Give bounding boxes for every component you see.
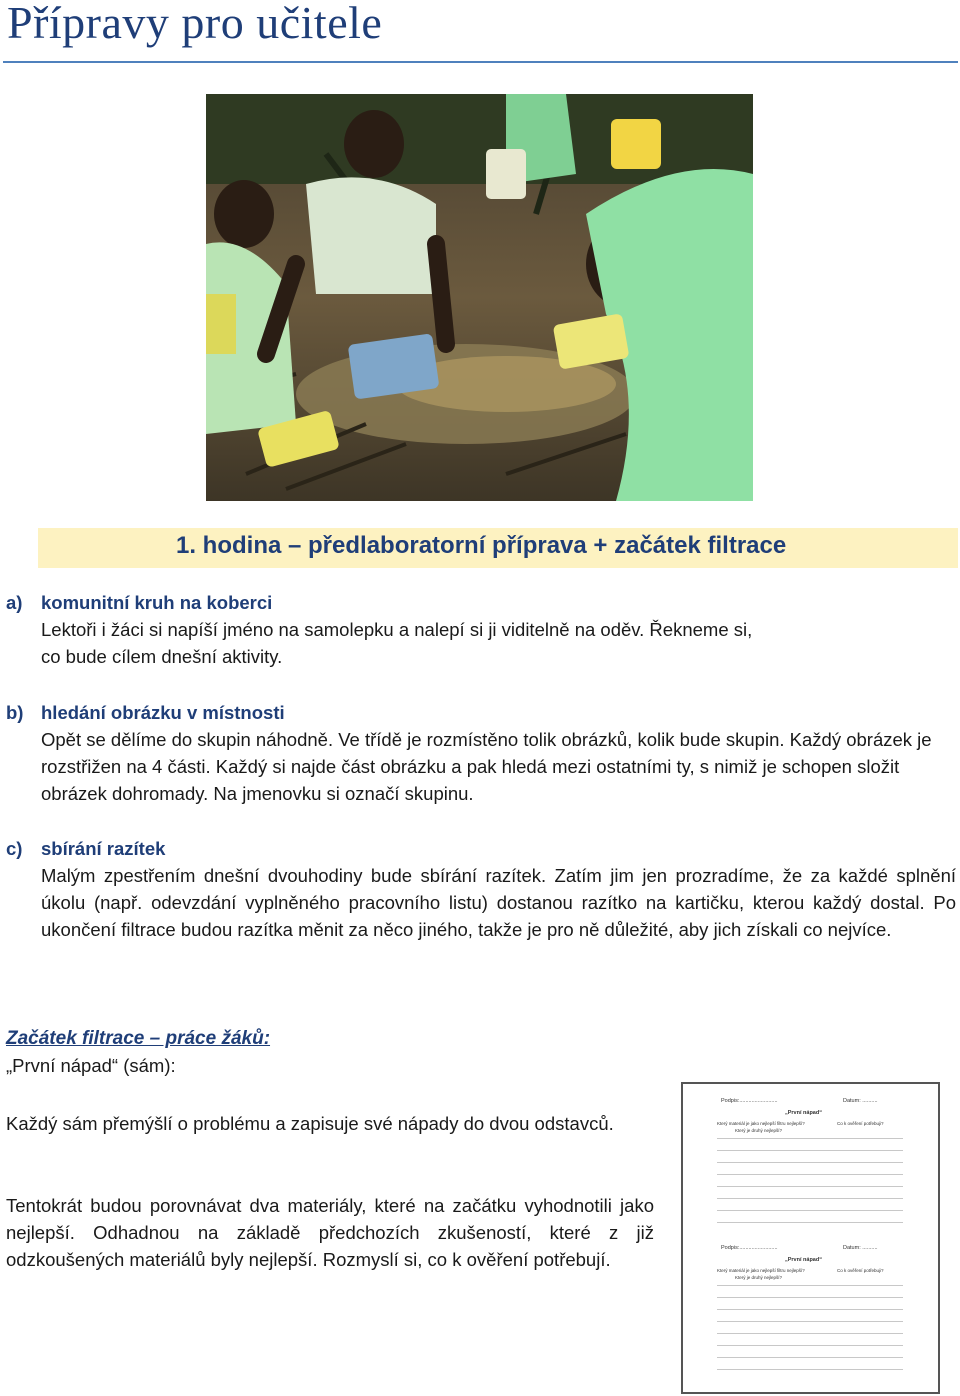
- section-b: [6, 699, 956, 811]
- lesson-heading: 1. hodina – předlaboratorní příprava + začátek filtrace: [176, 532, 787, 559]
- section-text: Lektoři i žáci si napíší jméno na samolepku a nalepí si ji viditelně na oděv. Řekneme si, co bude cílem dnešní aktivity.: [41, 619, 753, 667]
- paragraph-individual: Každý sám přemýšlí o problému a zapisuje své nápady do dvou odstavců.: [6, 1113, 614, 1134]
- section-a: [6, 589, 956, 673]
- ws-line: [717, 1357, 903, 1358]
- photo-illustration: [206, 94, 753, 501]
- page-title: Přípravy pro učitele: [7, 0, 383, 48]
- ws-line: [717, 1210, 903, 1211]
- ws-datum: Datum: ..........: [843, 1245, 878, 1251]
- ws-left-question-2: Který je druhý nejlepší?: [735, 1275, 783, 1280]
- filtrace-heading: Začátek filtrace – práce žáků:: [6, 1028, 271, 1049]
- section-c: [6, 835, 956, 975]
- section-heading: komunitní kruh na koberci: [41, 592, 273, 613]
- ws-podpis: Podpis:.........................: [721, 1245, 778, 1251]
- section-heading: sbírání razítek: [41, 838, 166, 859]
- ws-line: [717, 1369, 903, 1370]
- section-heading: hledání obrázku v místnosti: [41, 702, 285, 723]
- ws-right-question: Co k ověření potřebuji?: [837, 1268, 884, 1273]
- ws-title: „První nápad“: [785, 1257, 822, 1263]
- lesson-heading-band: [38, 528, 958, 568]
- section-mark: a): [6, 592, 23, 613]
- ws-line: [717, 1297, 903, 1298]
- photo-children-water-containers: [206, 94, 753, 501]
- ws-line: [717, 1138, 903, 1139]
- section-mark: b): [6, 702, 24, 723]
- ws-line: [717, 1285, 903, 1286]
- ws-line: [717, 1321, 903, 1322]
- paragraph-compare: Tentokrát budou porovnávat dva materiály, které na začátku vyhodnotili jako nejlepší. Odhadnou na základě předchozích zkušeností, které z již odzkoušených materiálů byly nejlepší. Rozmyslí si, co k ověření potřebují.: [6, 1195, 654, 1270]
- ws-line: [717, 1345, 903, 1346]
- worksheet-block: [683, 1239, 938, 1389]
- ws-left-question: Který materiál je jako nejlepší filtru nejlepší?: [717, 1268, 805, 1273]
- ws-podpis: Podpis:.........................: [721, 1098, 778, 1104]
- ws-title: „První nápad“: [785, 1110, 822, 1116]
- section-mark: c): [6, 838, 23, 859]
- ws-line: [717, 1186, 903, 1187]
- ws-line: [717, 1162, 903, 1163]
- ws-line: [717, 1174, 903, 1175]
- ws-line: [717, 1198, 903, 1199]
- ws-line: [717, 1150, 903, 1151]
- ws-datum: Datum: ..........: [843, 1098, 878, 1104]
- ws-line: [717, 1309, 903, 1310]
- worksheet-block: [683, 1092, 938, 1232]
- ws-left-question: Který materiál je jako nejlepší filtru nejlepší?: [717, 1121, 805, 1126]
- ws-right-question: Co k ověření potřebuji?: [837, 1121, 884, 1126]
- section-text: Malým zpestřením dnešní dvouhodiny bude sbírání razítek. Zatím jim jen prozradíme, že za každé splnění úkolu (např. odevzdání vyplněného pracovního listu) dostanou razítko na kartičku, kterou každý dostal. Po ukončení filtrace budou razítka měnit za něco jiného, takže je pro ně důležité, aby jich získali co nejvíce.: [41, 865, 956, 940]
- ws-line: [717, 1333, 903, 1334]
- title-divider: [3, 61, 958, 63]
- prvni-napad-label: „První nápad“ (sám):: [6, 1055, 176, 1076]
- ws-line: [717, 1222, 903, 1223]
- section-text: Opět se dělíme do skupin náhodně. Ve třídě je rozmístěno tolik obrázků, kolik bude skupin. Každý obrázek je rozstřižen na 4 části. Každý si najde část obrázku a pak hledá mezi ostatními ty, s nimiž je schopen složit obrázek dohromady. Na jmenovku si označí skupinu.: [41, 729, 932, 804]
- ws-left-question-2: Který je druhý nejlepší?: [735, 1128, 783, 1133]
- worksheet-thumbnail: [681, 1082, 940, 1394]
